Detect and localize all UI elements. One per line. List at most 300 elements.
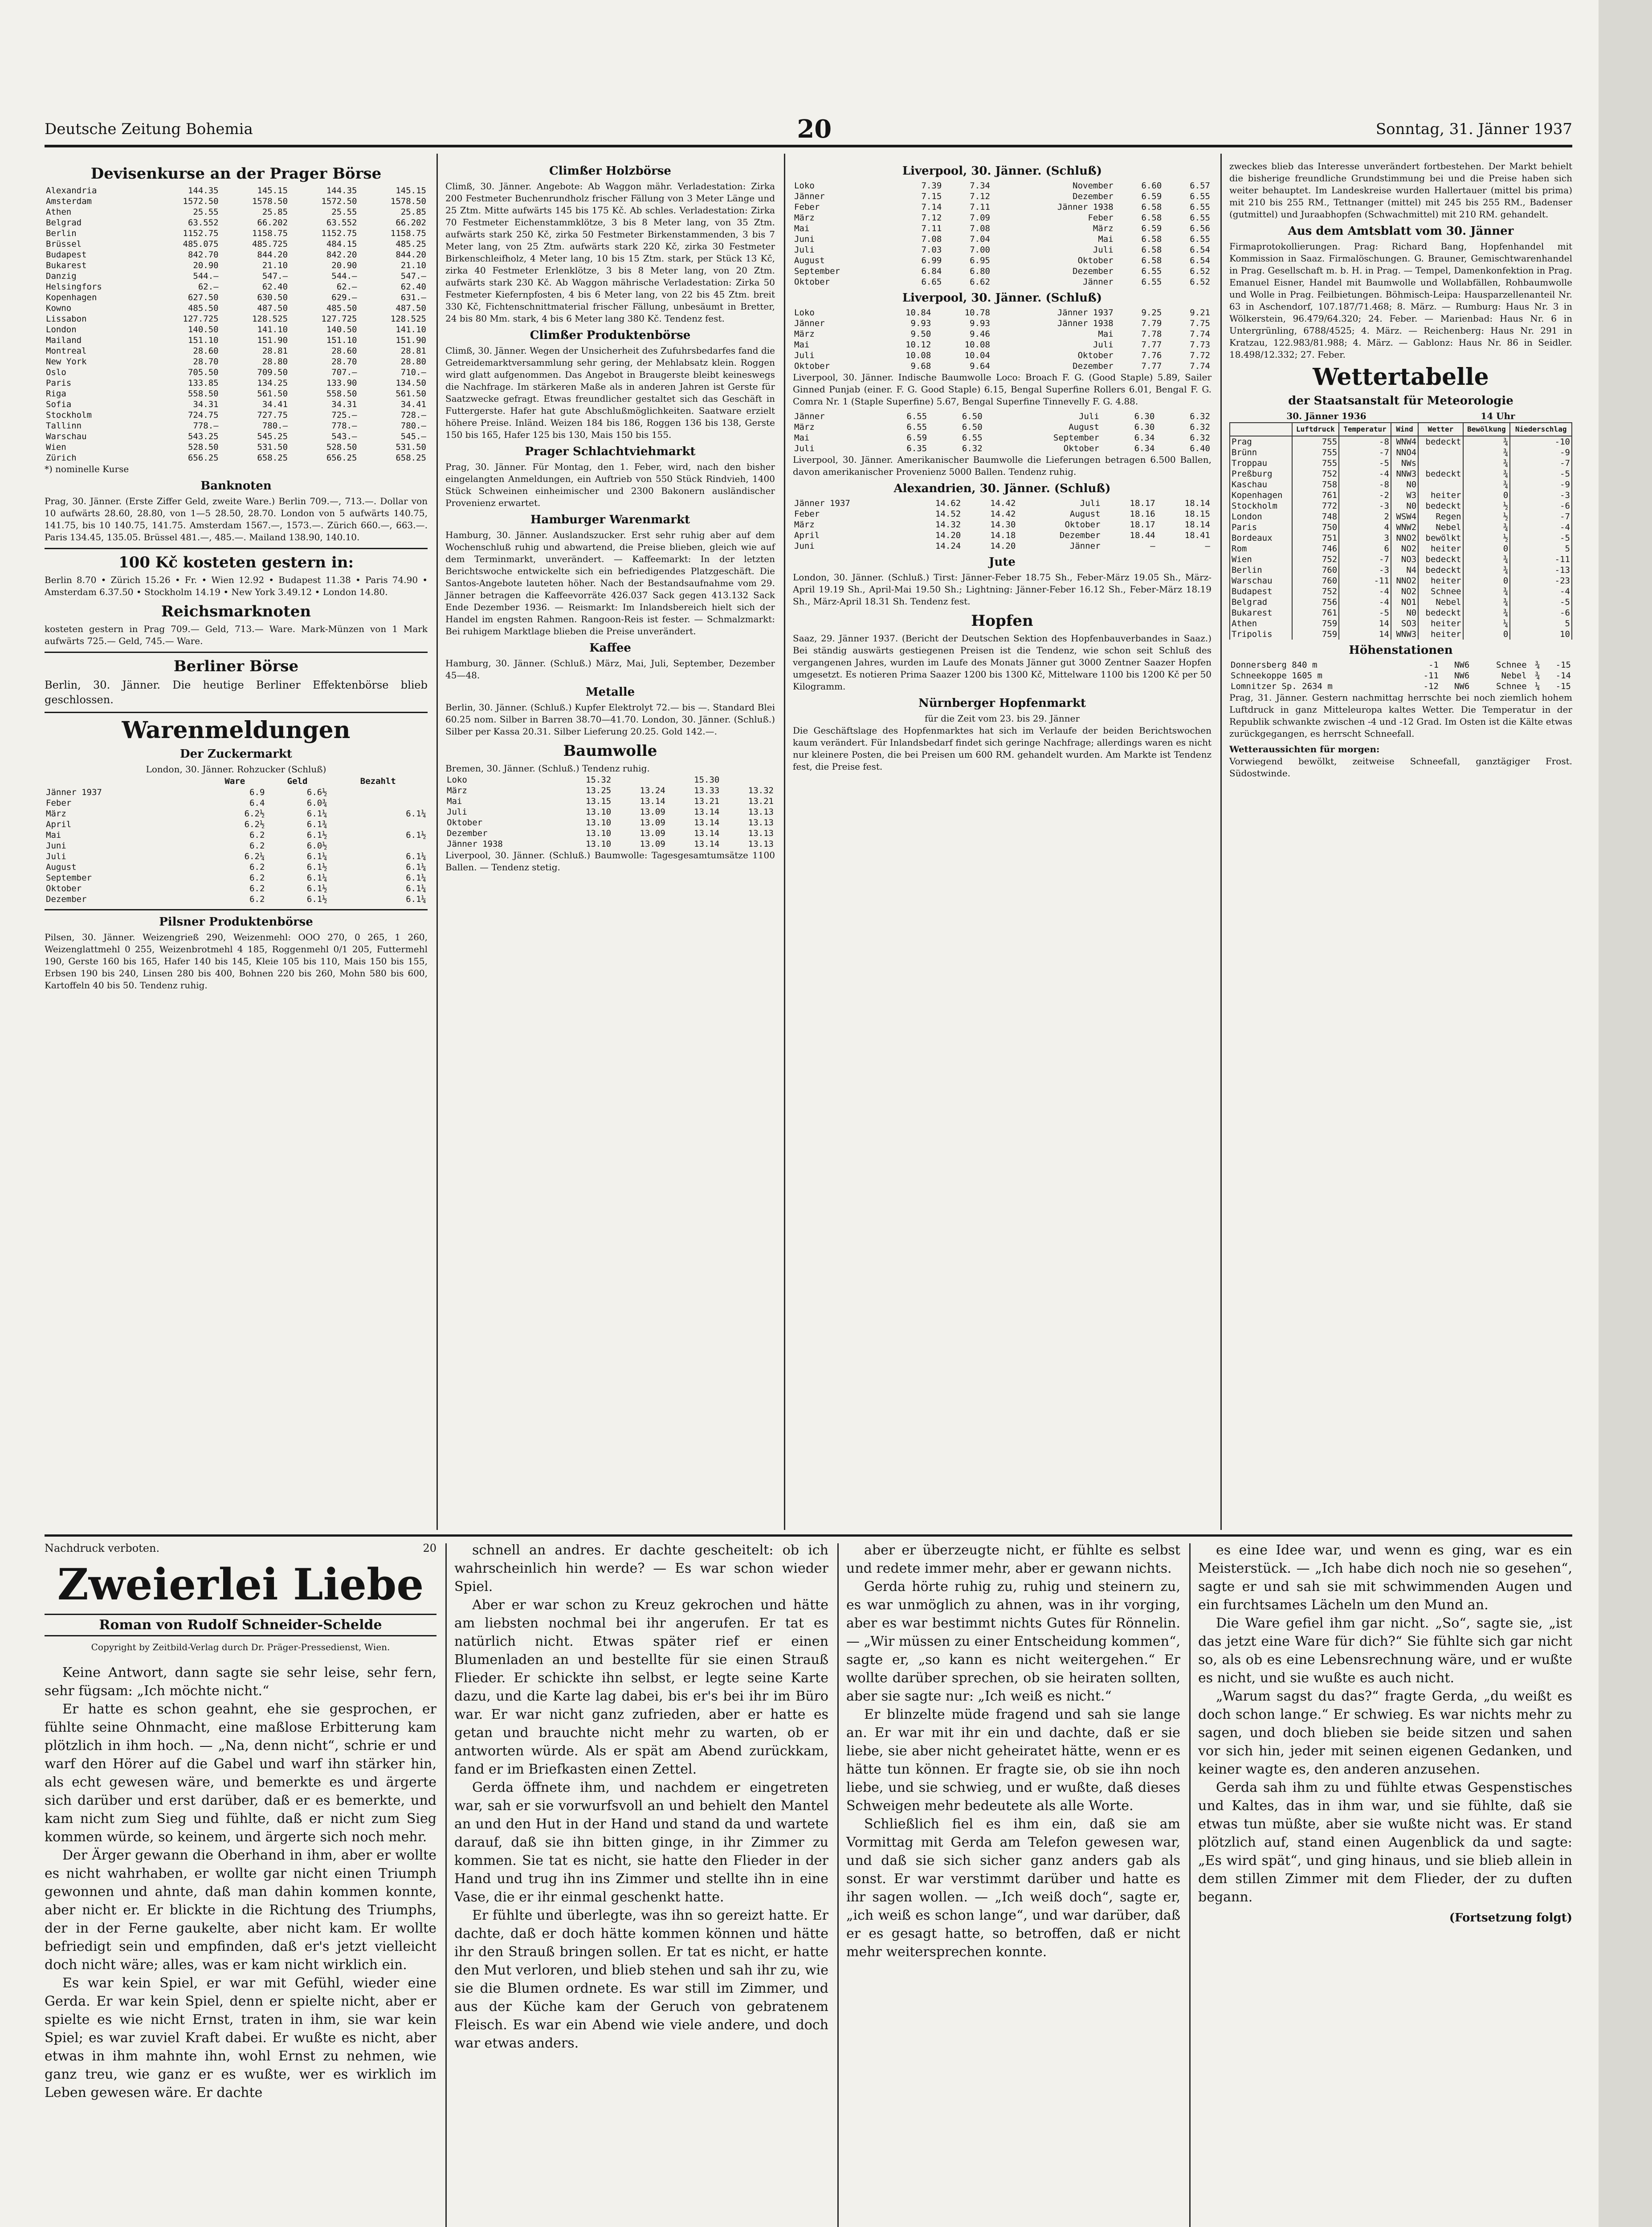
hoch-row	[1229, 670, 1572, 681]
baumwolle-row	[445, 785, 775, 796]
alex-table	[793, 498, 1211, 551]
table-cell: Berlin	[1230, 565, 1292, 575]
table-cell: 0	[1463, 629, 1510, 640]
table-cell: 13.10	[586, 807, 612, 817]
table-cell: bedeckt	[1418, 608, 1463, 618]
zucker-row	[45, 862, 428, 873]
table-cell: 6.52	[1190, 266, 1210, 276]
table-cell: 10.12	[906, 340, 931, 350]
table-cell: 1578.50	[252, 196, 288, 206]
metalle-heading: Metalle	[585, 685, 635, 699]
novel-copyright: Copyright by Zeitbild-Verlag durch Dr. Präger-Pressedienst, Wien.	[91, 1642, 390, 1652]
table-cell: 133.85	[188, 378, 219, 388]
table-cell: Budapest	[46, 250, 87, 260]
table-cell: —	[1150, 541, 1155, 551]
table-cell: 144.35	[326, 186, 357, 196]
liverpool-row	[793, 234, 1211, 245]
devisen-row	[45, 196, 428, 207]
alex-row	[793, 519, 1211, 530]
wetter-row	[1230, 618, 1572, 629]
table-cell: Budapest	[1230, 586, 1292, 597]
table-cell: 658.25	[257, 453, 288, 463]
table-cell: Jänner 1938	[447, 839, 503, 849]
table-cell: NW6	[1454, 681, 1470, 691]
zucker-row	[45, 787, 428, 798]
devisen-row	[45, 399, 428, 410]
table-cell: 6.80	[970, 266, 990, 276]
wetter-row	[1230, 436, 1572, 447]
table-cell: 7.04	[970, 234, 990, 244]
table-cell: 62.—	[336, 282, 357, 292]
table-cell: Belgrad	[46, 218, 82, 228]
table-cell: 9.93	[970, 318, 990, 328]
novel-paragraph: schnell an andres. Er dachte gescheitelt: ob ich wahrscheinlich hin werde? — Es war schon wieder Spiel.	[454, 1542, 828, 1595]
novel-continued: (Fortsetzung folgt)	[1449, 1911, 1572, 1925]
table-cell: 18.41	[1184, 530, 1210, 540]
table-cell: 6.1¼	[406, 809, 426, 819]
table-cell: 18.16	[1130, 509, 1155, 519]
novel-text-1	[45, 1664, 436, 2102]
table-cell: Schnee	[1496, 660, 1527, 670]
column-weather	[1229, 160, 1572, 783]
wetter-row	[1230, 447, 1572, 458]
table-cell: 485.725	[252, 239, 288, 249]
table-cell: 6.50	[962, 412, 983, 421]
wetter-time: 14 Uhr	[1481, 411, 1515, 421]
hoch-heading: Höhenstationen	[1349, 644, 1453, 657]
table-cell: Oktober	[46, 884, 82, 893]
table-cell: 1158.75	[390, 228, 426, 238]
table-cell: 128.525	[390, 314, 426, 324]
devisen-row	[45, 281, 428, 292]
table-cell: Feber	[794, 202, 820, 212]
table-cell: Oktober	[794, 361, 830, 371]
table-cell: NNO2	[1391, 575, 1418, 586]
table-cell: Kaschau	[1230, 479, 1292, 490]
table-cell: Feber	[1088, 213, 1114, 223]
reichsmark-heading: Reichsmarknoten	[161, 603, 311, 620]
table-cell: 66.202	[257, 218, 288, 228]
table-cell: 543.25	[188, 432, 219, 441]
table-header-cell: Bewölkung	[1463, 423, 1510, 436]
amtsblatt-text: Firmaprotokollierungen. Prag: Richard Bang, Hopfenhandel mit Kommission in Saaz. Firmalöschungen. G. Brauner, Gemischtwarenhandel in Prag. Gesellschaft m. b. H. in Prag. — Tempel, Damenkonfektion in Prag. Emanuel Eisner, Handel mit Baumwolle und Wollabfällen, Rohbaumwolle und Wolle in Prag. Feilbietungen. Böhmisch-Leipa: Hausparzellenanteil Nr. 63 in Aschendorf, 107.187/71.468; 8. März. — Rumburg: Haus Nr. 3 in Wölkerstein, 96.479/64.320; 24. Feber. — Marienbad: Haus Nr. 6 in Untergrünling, 6788/4525; 4. März. — Reichenberg: Haus Nr. 291 in Kratzau, 122.983/81.988; 4. März. — Gablonz: Haus Nr. 86 in Seidler. 18.498/12.332; 27. Feber.	[1229, 241, 1572, 360]
table-cell: 750	[1292, 522, 1339, 533]
table-cell: 752	[1292, 469, 1339, 479]
table-cell: Feber	[794, 509, 820, 519]
table-cell: 1152.75	[321, 228, 357, 238]
table-cell: 28.80	[400, 357, 426, 367]
table-cell: 6.58	[1141, 213, 1162, 223]
table-cell: 6.0¾	[306, 798, 327, 808]
table-header-row	[1230, 423, 1572, 436]
table-cell: Loko	[794, 308, 815, 318]
table-cell: 134.25	[257, 378, 288, 388]
table-cell: 14.30	[990, 520, 1016, 530]
table-cell: 34.31	[193, 400, 219, 409]
liverpool-row	[793, 223, 1211, 234]
liverpool-row	[793, 180, 1211, 191]
table-cell: Preßburg	[1230, 469, 1292, 479]
table-cell: 28.80	[262, 357, 288, 367]
novel-title: Zweierlei Liebe	[57, 1559, 424, 1610]
table-cell	[329, 787, 428, 798]
table-cell: 6.2½	[244, 820, 265, 829]
table-cell: 7.09	[970, 213, 990, 223]
table-cell: März	[794, 422, 815, 432]
table-cell: 28.70	[331, 357, 357, 367]
baumwolle-heading: Baumwolle	[563, 742, 657, 760]
wetter-row	[1230, 490, 1572, 501]
table-cell: -9	[1510, 479, 1572, 490]
table-cell: -7	[1339, 554, 1391, 565]
kaffee-text: Hamburg, 30. Jänner. (Schluß.) März, Mai, Juli, September, Dezember 45—48.	[445, 658, 775, 681]
table-cell: 6.32	[1190, 433, 1210, 443]
liverpool-row	[793, 411, 1211, 422]
table-cell: 18.17	[1130, 520, 1155, 530]
table-cell: 6.0½	[306, 841, 327, 851]
zucker-row	[45, 819, 428, 830]
liverpool2-table	[793, 307, 1211, 371]
table-cell: 10	[1510, 629, 1572, 640]
table-cell: WSW4	[1391, 511, 1418, 522]
table-cell: August	[1069, 509, 1101, 519]
table-cell: 7.14	[921, 202, 942, 212]
table-cell: 9.25	[1141, 308, 1162, 318]
table-cell: -7	[1339, 447, 1391, 458]
baumwolle-row	[445, 796, 775, 807]
waren-heading: Warenmeldungen	[122, 717, 351, 744]
table-cell	[329, 798, 428, 808]
produkten-heading: Climßer Produktenbörse	[530, 329, 691, 342]
baumwolle-row	[445, 828, 775, 839]
table-cell: 748	[1292, 511, 1339, 522]
table-cell: Athen	[46, 207, 72, 217]
table-cell: 6.1¼	[306, 809, 327, 819]
baumwolle-note: Liverpool, 30. Jänner. (Schluß.) Baumwolle: Tagesgesamtumsätze 1100 Ballen. — Tendenz stetig.	[445, 850, 775, 873]
table-cell: 629.—	[331, 293, 357, 302]
table-cell: 6.1¼	[406, 894, 426, 904]
table-cell: 7.11	[921, 224, 942, 233]
novel-paragraph: aber er überzeugte nicht, er fühlte es selbst und redete immer mehr, aber er gewann nichts.	[846, 1542, 1180, 1576]
cost-text: Berlin 8.70 • Zürich 15.26 • Fr. • Wien 12.92 • Budapest 11.38 • Paris 74.90 • Amsterdam 6.37.50 • Stockholm 14.19 • New York 3.49.12 • London 14.80.	[45, 575, 428, 597]
table-cell: 62.40	[262, 282, 288, 292]
devisen-row	[45, 453, 428, 463]
table-cell: 758	[1292, 479, 1339, 490]
table-cell: 842.20	[326, 250, 357, 260]
wetter-row	[1230, 629, 1572, 640]
reichsmark-text: kosteten gestern in Prag 709.— Geld, 713.— Ware. Mark-Münzen von 1 Mark aufwärts 725.— Geld, 745.— Ware.	[45, 624, 428, 646]
table-cell: 760	[1292, 565, 1339, 575]
table-cell: September	[46, 873, 92, 883]
novel-author: Roman von Rudolf Schneider-Schelde	[45, 1614, 436, 1636]
table-cell: bedeckt	[1418, 436, 1463, 447]
table-cell: 1152.75	[183, 228, 219, 238]
table-cell: 13.21	[748, 796, 774, 806]
table-header-cell: Niederschlag	[1510, 423, 1572, 436]
jute-text: London, 30. Jänner. (Schluß.) Tirst: Jänner-Feber 18.75 Sh., Feber-März 19.05 Sh., März-April 19.19 Sh., April-Mai 19.50 Sh.; Lightning: Jänner-Feber 16.12 Sh., Feber-März 18.19 Sh., März-April 18.31 Sh. Tendenz fest.	[793, 572, 1211, 607]
table-cell: -3	[1339, 565, 1391, 575]
table-cell: Tallinn	[46, 421, 82, 431]
table-cell: 746	[1292, 543, 1339, 554]
table-cell: Donnersberg 840 m	[1231, 660, 1318, 670]
table-cell: September	[1053, 433, 1099, 443]
table-cell: 18.44	[1130, 530, 1155, 540]
wetter-row	[1230, 469, 1572, 479]
liverpool-row	[793, 245, 1211, 255]
devisen-row	[45, 303, 428, 314]
table-cell: 6.58	[1141, 202, 1162, 212]
table-cell: 487.50	[396, 303, 426, 313]
table-cell: Wien	[1230, 554, 1292, 565]
table-cell: -10	[1510, 436, 1572, 447]
table-cell: W3	[1391, 490, 1418, 501]
jute-heading: Jute	[989, 555, 1016, 569]
baumwolle-row	[445, 839, 775, 849]
table-cell: Oktober	[1077, 351, 1114, 360]
devisen-row	[45, 292, 428, 303]
table-cell: 558.50	[188, 389, 219, 399]
table-cell: 6.1½	[406, 830, 426, 840]
holz-heading: Climßer Holzbörse	[549, 164, 671, 178]
table-cell: 755	[1292, 447, 1339, 458]
table-cell: Oktober	[1077, 256, 1114, 265]
table-cell: SO3	[1391, 618, 1418, 629]
table-cell: 752	[1292, 586, 1339, 597]
table-cell: -5	[1339, 458, 1391, 469]
wetter-row	[1230, 543, 1572, 554]
table-cell: 66.202	[396, 218, 426, 228]
table-cell: Troppau	[1230, 458, 1292, 469]
alex-row	[793, 530, 1211, 541]
table-cell: Paris	[46, 378, 72, 388]
table-cell: 7.15	[921, 192, 942, 201]
liverpool1-table	[793, 180, 1211, 287]
table-cell: London	[1230, 511, 1292, 522]
table-cell: 13.10	[586, 839, 612, 849]
table-cell: -8	[1339, 479, 1391, 490]
table-cell: 34.31	[331, 400, 357, 409]
hopfen-heading: Hopfen	[971, 612, 1033, 630]
table-cell: 18.15	[1184, 509, 1210, 519]
table-cell: 6.57	[1190, 181, 1210, 191]
table-cell: bewölkt	[1418, 533, 1463, 543]
table-cell: Mai	[794, 433, 810, 443]
table-cell: 484.15	[326, 239, 357, 249]
table-cell: Dezember	[1060, 530, 1101, 540]
table-cell: 14.42	[990, 509, 1016, 519]
table-cell: 6.2½	[244, 809, 265, 819]
table-cell: 528.50	[326, 442, 357, 452]
table-header-cell: Temperatur	[1339, 423, 1391, 436]
table-cell: 544.—	[193, 271, 219, 281]
berlin-heading: Berliner Börse	[173, 657, 299, 675]
novel-paragraph: es eine Idee war, und wenn es ging, war es ein Meisterstück. — „Ich habe dich noch nie so gesehen“, sagte er und sah sie mit schwimmenden Augen und ein furchtsames Lächeln um den Mund an.	[1198, 1542, 1572, 1613]
amtsblatt-heading: Aus dem Amtsblatt vom 30. Jänner	[1288, 224, 1514, 238]
prognose-text: Vorwiegend bewölkt, zeitweise Schneefall, ganztägiger Frost. Südostwinde.	[1229, 756, 1572, 779]
produkten-text: Climß, 30. Jänner. Wegen der Unsicherheit des Zufuhrsbedarfes fand die Getreidemarktversammlung sehr gering, der Mehlabsatz klein. Roggen wird glatt aufgenommen. Das Angebot in Braugerste bleibt keineswegs die Nachfrage. Im stärkeren Maße als in anderen Jahren ist Gerste für Saatzwecke gefragt. Etwas freundlicher gestaltet sich das Geschäft in Futtergerste. Hafer hat gute Abschlußmöglichkeiten. Saatware erzielt höhere Preise. Inländ. Weizen 184 bis 186, Roggen 136 bis 138, Gerste 150 bis 165, Hafer 125 bis 130, Mais 150 bis 155.	[445, 345, 775, 440]
table-cell: 705.50	[188, 367, 219, 377]
table-cell: Loko	[794, 181, 815, 191]
table-cell: 15.32	[586, 775, 612, 785]
table-cell: Oslo	[46, 367, 66, 377]
table-cell: N4	[1391, 565, 1418, 575]
liverpool-row	[793, 329, 1211, 339]
table-cell: New York	[46, 357, 87, 367]
novel-paragraph: Gerda hörte ruhig zu, ruhig und steinern zu, es war unmöglich zu ahnen, was in ihr vorging, aber es war bestimmt nichts Gutes für Rönnelin. — „Wir müssen zu einer Entscheidung kommen“, sagte er, „so kann es nicht weitergehen.“ Er wollte darüber sprechen, ob sie heiraten sollten, aber sie sagte nur: „Ich weiß es nicht.“	[846, 1579, 1180, 1704]
liverpool-row	[793, 443, 1211, 454]
table-header-cell	[45, 775, 204, 787]
table-cell: WNW4	[1391, 436, 1418, 447]
alex-row	[793, 498, 1211, 509]
novel-paragraph: Er blinzelte müde fragend und sah sie lange an. Er war mit ihr ein und dachte, daß er sie liebe, sie aber nicht geheiratet hätte, wenn er es hätte tun können. Er fragte sie, ob sie ihn noch liebe, und sie schwieg, und er wußte, daß dieses Schweigen mehr bedeutete als alle Worte.	[846, 1707, 1180, 1814]
table-cell: 141.10	[396, 325, 426, 334]
table-cell: 10.08	[906, 351, 931, 360]
table-cell: 6.99	[921, 256, 942, 265]
table-cell: Juli	[1093, 245, 1114, 255]
header-paper-name: Deutsche Zeitung Bohemia	[45, 120, 253, 138]
table-cell: heiter	[1418, 629, 1463, 640]
table-cell: März	[794, 213, 815, 223]
table-cell: bedeckt	[1418, 469, 1463, 479]
table-cell: Lissabon	[46, 314, 87, 324]
table-cell: 2	[1339, 511, 1391, 522]
table-cell	[329, 840, 428, 851]
table-cell: 9.21	[1190, 308, 1210, 318]
table-cell: Jänner 1937	[1057, 308, 1114, 318]
table-cell: 6.4	[249, 798, 265, 808]
table-cell: 151.90	[396, 335, 426, 345]
table-cell: 13.10	[586, 818, 612, 828]
table-cell: -4	[1339, 469, 1391, 479]
novel-meta	[45, 1541, 436, 1556]
table-cell: ¾	[1463, 586, 1510, 597]
table-cell: 7.39	[921, 181, 942, 191]
table-cell: 842.70	[188, 250, 219, 260]
pilsner-heading: Pilsner Produktenbörse	[159, 915, 313, 929]
table-cell: 141.10	[257, 325, 288, 334]
liverpool-row	[793, 432, 1211, 443]
table-cell: Rom	[1230, 543, 1292, 554]
table-cell: Jänner	[1069, 541, 1101, 551]
table-cell: 6.1¼	[406, 852, 426, 861]
table-cell: 20.90	[331, 261, 357, 270]
table-cell: ¾	[1463, 522, 1510, 533]
table-cell: Sofia	[46, 400, 72, 409]
alex-row	[793, 509, 1211, 519]
table-cell: 10.78	[964, 308, 990, 318]
table-cell: 755	[1292, 458, 1339, 469]
alex-row	[793, 541, 1211, 551]
table-cell: März	[794, 329, 815, 339]
table-cell: Brüssel	[46, 239, 82, 249]
table-cell: 0	[1463, 543, 1510, 554]
table-cell: ¾	[1463, 554, 1510, 565]
table-cell: N0	[1391, 608, 1418, 618]
devisen-row	[45, 367, 428, 378]
table-header-cell	[1230, 423, 1292, 436]
wetter-text: Prag, 31. Jänner. Gestern nachmittag herrschte bei noch ziemlich hohem Luftdruck in ganz Mitteleuropa kaltes Wetter. Die Temperatur in der Republik schwankte zwischen -4 und -12 Grad. Im Osten ist die Kälte etwas zurückgegangen, es herrscht Schneefall.	[1229, 692, 1572, 739]
devisen-note: *) nominelle Kurse	[45, 464, 129, 474]
table-cell: 14.18	[990, 530, 1016, 540]
table-cell: 3	[1339, 533, 1391, 543]
table-cell: 6.34	[1134, 433, 1155, 443]
table-cell: 6.95	[970, 256, 990, 265]
table-cell: Mai	[1098, 234, 1114, 244]
table-cell: Bordeaux	[1230, 533, 1292, 543]
zucker-row	[45, 894, 428, 905]
table-cell: 760	[1292, 575, 1339, 586]
novel-column-1	[45, 1541, 436, 2102]
table-cell: Kopenhagen	[1230, 490, 1292, 501]
table-cell: 13.25	[586, 786, 612, 795]
table-cell: 6.56	[1190, 224, 1210, 233]
novel-text-3	[846, 1541, 1180, 1961]
table-cell: 10.04	[964, 351, 990, 360]
table-cell: 6.58	[1141, 234, 1162, 244]
table-cell: Montreal	[46, 346, 87, 356]
scan-edge	[1599, 0, 1652, 2227]
baumwolle-sub: Bremen, 30. Jänner. (Schluß.) Tendenz ruhig.	[445, 763, 650, 774]
wetter-row	[1230, 554, 1572, 565]
table-cell: 15.30	[694, 775, 720, 785]
table-cell: 10.84	[906, 308, 931, 318]
table-cell: Loko	[447, 775, 467, 785]
table-cell: 6.65	[921, 277, 942, 287]
table-cell: 0	[1463, 490, 1510, 501]
table-cell: Jänner	[1083, 277, 1114, 287]
table-cell: Paris	[1230, 522, 1292, 533]
table-cell: 7.00	[970, 245, 990, 255]
table-cell: 10.08	[964, 340, 990, 350]
table-cell: Jänner 1937	[46, 787, 102, 797]
table-cell: 13.14	[694, 839, 720, 849]
liverpool-row	[793, 361, 1211, 371]
table-cell: 6.1½	[306, 884, 327, 893]
table-cell: heiter	[1418, 490, 1463, 501]
table-cell: Athen	[1230, 618, 1292, 629]
table-cell: 528.50	[188, 442, 219, 452]
table-cell: 7.12	[970, 192, 990, 201]
table-cell: ½	[1463, 533, 1510, 543]
table-cell: Juli	[1093, 340, 1114, 350]
hopfen-continued: zweckes blieb das Interesse unverändert fortbestehen. Der Markt behielt die bisherige freundliche Grundstimmung bei und die Preise haben sich weiter behauptet. Im Landeskreise wurden Hallertauer (mittel bis prima) mit 210 bis 255 RM., Tettnanger (mittel) mit 245 bis 255 RM., Badenser (gutmittel) und Juraabhopfen (Schwachmittel) mit 210 RM. gehandelt.	[1229, 161, 1572, 220]
devisen-heading: Devisenkurse an der Prager Börse	[90, 165, 382, 183]
table-cell: —	[1205, 541, 1210, 551]
novel-paragraph: Der Ärger gewann die Oberhand in ihm, aber er wollte es nicht wahrhaben, er wollte gar nicht einen Triumph gewonnen und ahnte, daß man dahin kommen konnte, aber nicht er. Er blickte in die Richtung des Triumphs, der in der Ferne gaukelte, aber nicht kam. Er wollte befriedigt sein und empfinden, daß er's jetzt vielleicht doch nicht wäre; alles, was er kam nicht wirklich ein.	[45, 1848, 436, 1973]
table-cell: ¾	[1463, 469, 1510, 479]
table-cell: 7.34	[970, 181, 990, 191]
table-cell: 13.13	[748, 807, 774, 817]
table-cell: 13.33	[694, 786, 720, 795]
table-cell: Oktober	[447, 818, 483, 828]
table-cell: Oktober	[1065, 520, 1101, 530]
table-cell: Dezember	[1073, 266, 1114, 276]
devisen-row	[45, 356, 428, 367]
table-cell: 140.50	[188, 325, 219, 334]
table-cell: Riga	[46, 389, 66, 399]
table-cell: ¼	[1463, 618, 1510, 629]
table-cell: 151.10	[326, 335, 357, 345]
table-cell: -4	[1510, 586, 1572, 597]
wetter-date-row	[1229, 410, 1572, 422]
devisen-row	[45, 324, 428, 335]
table-cell: November	[1073, 181, 1114, 191]
table-cell: 780.—	[400, 421, 426, 431]
table-cell: 6	[1339, 543, 1391, 554]
wetter-row	[1230, 501, 1572, 511]
table-cell: 13.13	[748, 839, 774, 849]
table-cell: 630.50	[257, 293, 288, 302]
